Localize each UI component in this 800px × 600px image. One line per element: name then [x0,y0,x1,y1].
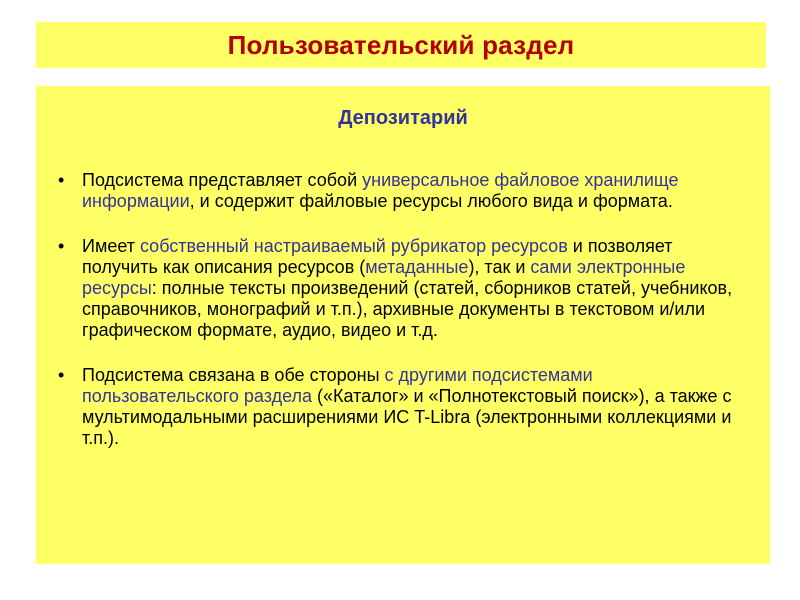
bullet-list [58,170,746,449]
bullet-text: Подсистема связана в обе стороны [82,365,385,385]
title-band [36,22,766,68]
bullet-text: («Каталог» и «Полнотекстовый поиск»), а также с мультимодальными расширениями ИС T-Libra (электронными коллекциями и т.п.). [82,386,732,448]
bullet-highlight: метаданные [365,257,469,277]
bullet-icon: • [58,236,65,256]
bullet-item [58,236,746,341]
bullet-icon: • [58,365,65,385]
bullet-text: Имеет [82,236,140,256]
bullet-text: и позволяет получить как описания ресурсов ( [82,236,673,277]
bullet-item [58,365,746,449]
bullet-highlight: универсальное файловое хранилище информации [82,170,679,211]
bullet-text: , и содержит файловые ресурсы любого вида и формата. [189,191,673,211]
slide-title: Пользовательский раздел [227,29,575,60]
bullet-highlight: с другими подсистемами пользовательского раздела [82,365,593,406]
bullet-highlight: собственный настраиваемый рубрикатор ресурсов [139,236,568,256]
bullet-highlight: сами электронные ресурсы [82,257,686,298]
bullet-text: ), так и [468,257,531,277]
bullet-item [58,170,746,212]
section-subtitle: Депозитарий [338,107,468,129]
content-box [36,86,770,564]
bullet-text: Подсистема представляет собой [82,170,363,190]
bullet-text: : полные тексты произведений (статей, сборников статей, учебников, справочников, монографий и т.п.), архивные документы в текстовом и/или графическом формате, аудио, видео и т.д. [82,278,733,340]
bullet-icon: • [58,170,65,190]
